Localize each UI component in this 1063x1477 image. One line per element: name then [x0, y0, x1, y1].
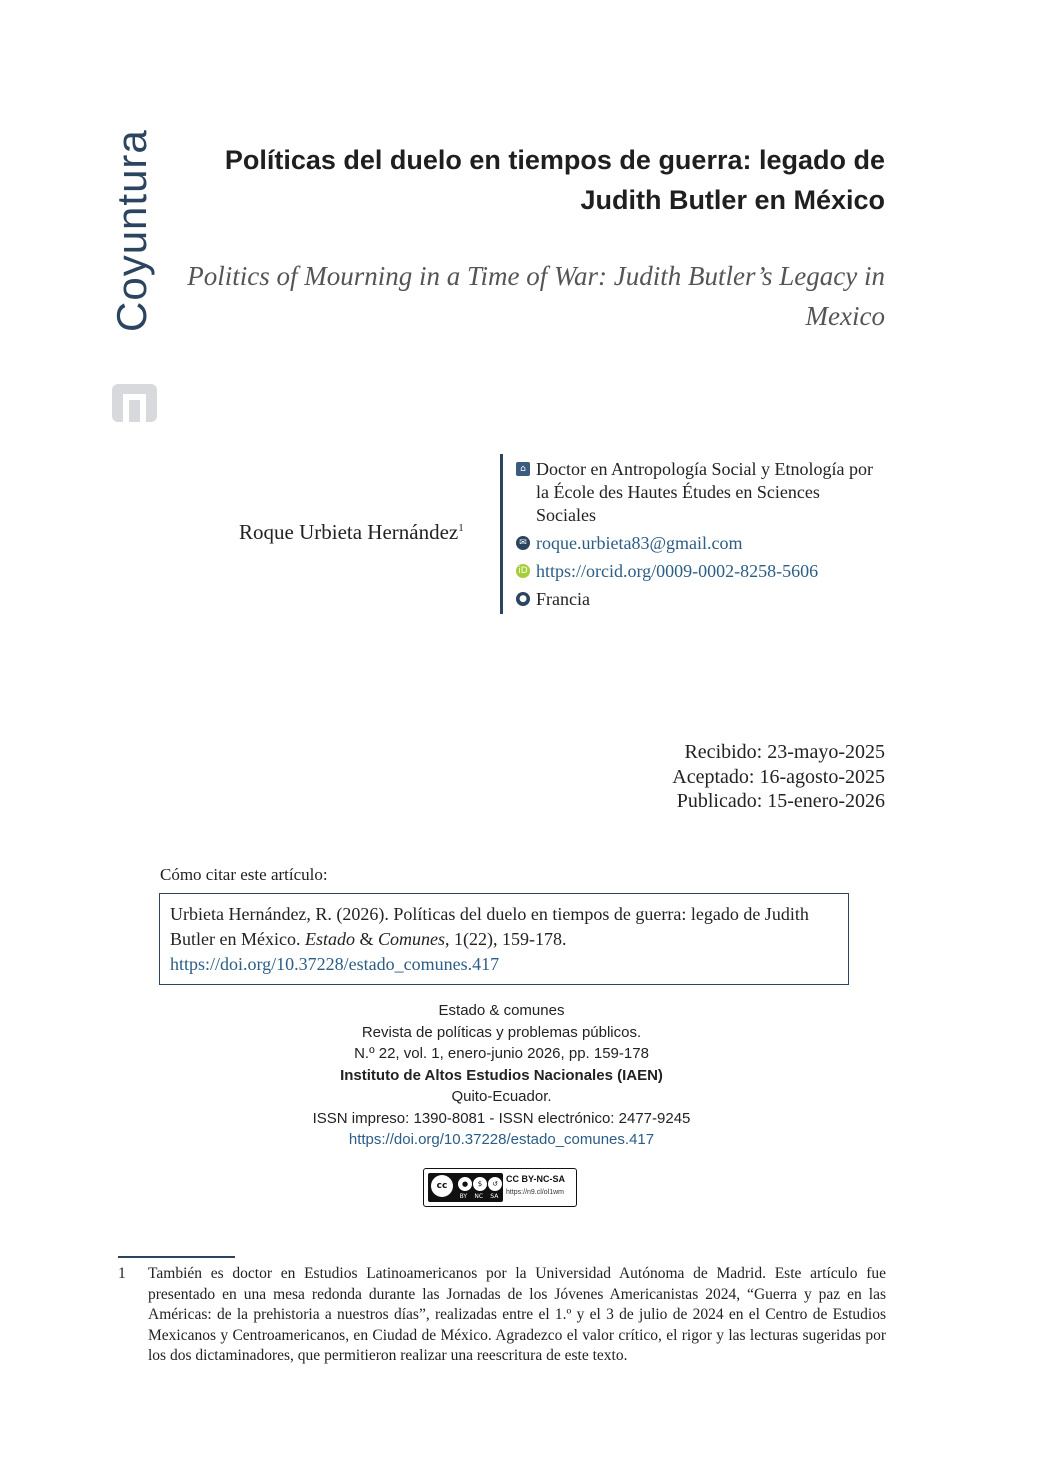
by-label: BY	[459, 1193, 468, 1200]
publication-dates	[672, 740, 885, 814]
nc-label: NC	[474, 1193, 484, 1200]
footnote-text: También es doctor en Estudios Latinoamericanos por la Universidad Autónoma de Madrid. Este artículo fue presentado en una mesa redonda durante las Jornadas de los Jóvenes Americanistas 2024, “Guerra y paz en las Américas: de la prehistoria a nuestros días”, realizadas entre el 1.º y el 3 de julio de 2024 en el Centro de Estudios Mexicanos y Centroamericanos, en Ciudad de México. Agradezco el valor crítico, el rigor y las lecturas sugeridas por los dos dictaminadores, que permitieron realizar una reescritura de este texto.	[148, 1265, 886, 1364]
issn-print: 1390-8081	[413, 1109, 486, 1127]
author-email-link[interactable]: roque.urbieta83@gmail.com	[536, 533, 743, 553]
footnote-divider	[118, 1256, 235, 1258]
journal-issn	[200, 1108, 803, 1130]
issn-print-label: ISSN impreso:	[312, 1109, 410, 1127]
article-title: Políticas del duelo en tiempos de guerra: legado de Judith Butler en México	[224, 145, 885, 215]
location-pin-icon: ●	[516, 592, 530, 606]
orcid-icon: iD	[516, 564, 530, 578]
date-accepted: Aceptado: 16-agosto-2025	[672, 765, 885, 788]
author-degree: Doctor en Antropología Social y Etnología por la École des Hautes Études en Sciences Sociales	[536, 459, 873, 525]
date-received: Recibido: 23-mayo-2025	[684, 741, 885, 763]
issn-separator: -	[489, 1109, 495, 1127]
citation-amp: &	[359, 929, 374, 949]
sa-icon: ↺	[487, 1176, 503, 1192]
citation-label: Cómo citar este artículo:	[160, 865, 328, 884]
footnote-marker[interactable]: 1	[458, 522, 464, 534]
author-orcid-link[interactable]: https://orcid.org/0009-0002-8258-5606	[536, 561, 819, 581]
citation-volume: , 1(22), 159-178.	[445, 929, 567, 949]
issn-electronic: 2477-9245	[618, 1109, 691, 1127]
cc-icons	[428, 1173, 503, 1202]
sa-label: SA	[490, 1193, 499, 1200]
license-name: CC BY-NC-SA	[506, 1174, 566, 1184]
nc-icon: $	[472, 1176, 488, 1192]
author-name	[239, 520, 464, 545]
journal-institute: Instituto de Altos Estudios Nacionales (IAEN)	[340, 1066, 663, 1084]
citation-journal-2: Comunes	[378, 929, 445, 949]
article-subtitle: Politics of Mourning in a Time of War: Judith Butler’s Legacy in Mexico	[187, 261, 885, 331]
journal-logo-icon	[112, 384, 157, 422]
affiliation-divider	[500, 454, 503, 614]
cc-icon: cc	[431, 1175, 453, 1197]
journal-issue: N.º 22, vol. 1, enero-junio 2026, pp. 159-178	[354, 1045, 649, 1062]
journal-info	[200, 1000, 803, 1151]
author-country: Francia	[536, 589, 590, 609]
journal-description: Revista de políticas y problemas públicos.	[361, 1023, 642, 1041]
issn-electronic-label: ISSN electrónico:	[498, 1109, 615, 1127]
citation-doi-link[interactable]: https://doi.org/10.37228/estado_comunes.417	[170, 954, 500, 974]
license-url: https://n9.cl/ol1wm	[506, 1189, 564, 1196]
journal-location: Quito-Ecuador.	[451, 1088, 552, 1105]
date-published: Publicado: 15-enero-2026	[676, 790, 885, 812]
citation-text: Urbieta Hernández, R. (2026). Políticas del duelo en tiempos de guerra: legado de Judith Butler en México.	[170, 904, 809, 949]
institution-icon: ⌂	[516, 462, 530, 476]
affiliation-block	[516, 458, 876, 616]
by-icon: ●	[457, 1176, 473, 1192]
email-icon: ✉	[516, 536, 530, 550]
journal-doi-link[interactable]: https://doi.org/10.37228/estado_comunes.417	[348, 1131, 655, 1148]
footnote-number: 1	[118, 1265, 126, 1282]
citation-journal: Estado	[304, 929, 355, 949]
cc-license-badge[interactable]	[423, 1168, 577, 1207]
citation-box	[159, 893, 849, 985]
cc-icon-labels	[456, 1193, 502, 1200]
journal-name: Estado & comunes	[438, 1002, 565, 1019]
author-name-text: Roque Urbieta Hernández	[239, 520, 459, 544]
section-label: Coyuntura	[108, 129, 155, 332]
